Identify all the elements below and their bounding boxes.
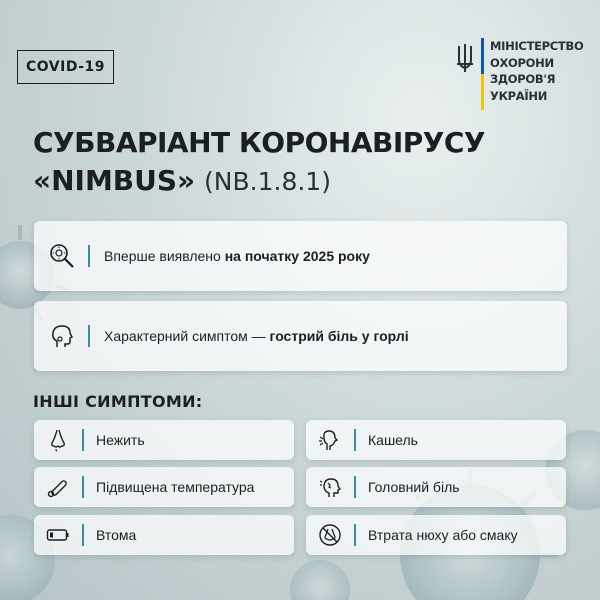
card-separator <box>354 476 356 498</box>
ministry-line: ОХОРОНИ <box>490 55 554 70</box>
virus-magnifier-icon <box>48 242 76 270</box>
ministry-logo <box>455 38 595 113</box>
page-title <box>33 124 485 201</box>
symptom-card-cough <box>306 420 566 460</box>
fact-card-main-symptom <box>34 301 567 371</box>
loss-of-smell-icon <box>316 521 344 549</box>
symptom-card-headache <box>306 467 566 507</box>
variant-code: (NB.1.8.1) <box>204 167 331 196</box>
symptom-label: Втома <box>96 527 137 543</box>
card-separator <box>354 524 356 546</box>
ministry-line: УКРАЇНИ <box>490 88 548 103</box>
thermometer-icon <box>44 473 72 501</box>
symptom-card-fatigue <box>34 515 294 555</box>
symptom-card-loss-of-smell <box>306 515 566 555</box>
cough-icon <box>316 426 344 454</box>
sore-throat-icon <box>48 322 76 350</box>
ministry-line: ЗДОРОВ'Я <box>490 72 556 86</box>
fact-card-first-detected <box>34 221 567 291</box>
card-separator <box>88 325 90 347</box>
ukraine-trident-icon <box>455 42 475 74</box>
fact-text: Характерний симптом — гострий біль у горлі <box>104 328 409 344</box>
symptom-label: Нежить <box>96 432 145 448</box>
ministry-line: МІНІСТЕРСТВО <box>490 39 584 53</box>
fact-text: Вперше виявлено на початку 2025 року <box>104 248 370 264</box>
nose-icon <box>44 426 72 454</box>
flag-stripe <box>481 38 484 110</box>
title-line-1: СУБВАРІАНТ КОРОНАВІРУСУ <box>33 126 486 159</box>
covid-badge: COVID-19 <box>17 50 114 84</box>
title-line-2 <box>33 162 485 201</box>
symptom-label: Підвищена температура <box>96 479 255 495</box>
variant-name: «NIMBUS» <box>33 164 196 197</box>
low-battery-icon <box>44 521 72 549</box>
card-separator <box>88 245 90 267</box>
symptom-label: Втрата нюху або смаку <box>368 527 518 543</box>
card-separator <box>82 524 84 546</box>
section-title-other-symptoms: ІНШІ СИМПТОМИ: <box>33 392 203 411</box>
card-separator <box>82 476 84 498</box>
card-separator <box>354 429 356 451</box>
ministry-name <box>490 38 583 104</box>
symptom-card-runny-nose <box>34 420 294 460</box>
symptom-label: Кашель <box>368 432 418 448</box>
card-separator <box>82 429 84 451</box>
symptom-label: Головний біль <box>368 479 460 495</box>
headache-icon <box>316 473 344 501</box>
symptom-card-fever <box>34 467 294 507</box>
